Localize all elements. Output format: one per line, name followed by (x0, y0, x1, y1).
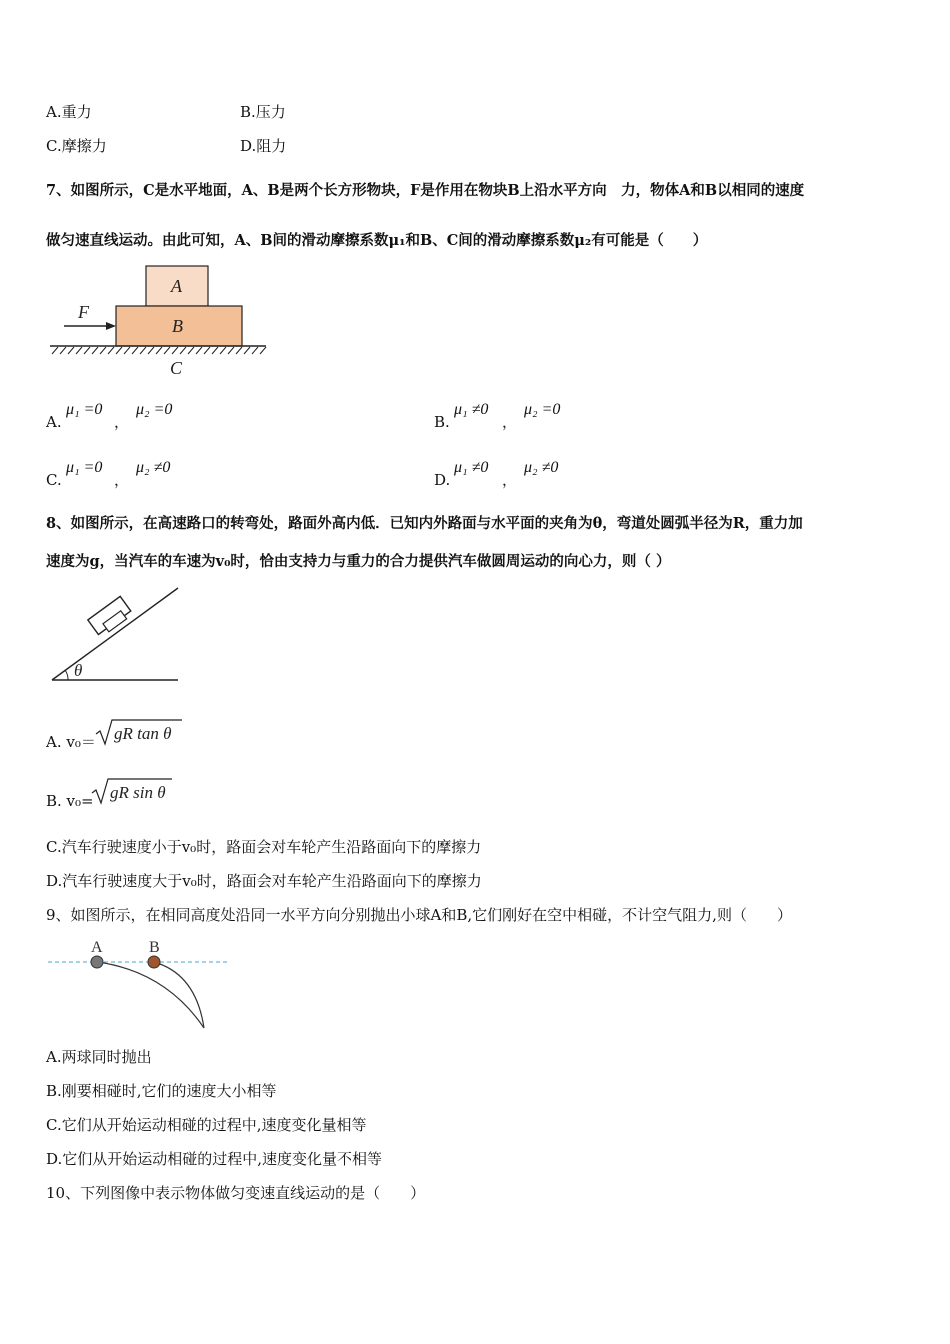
q9-option-c: C.它们从开始运动相碰的过程中,速度变化量相等 (46, 1116, 367, 1134)
q6-option-d: D.阻力 (240, 137, 287, 155)
q8-option-b-sqrt (90, 777, 180, 807)
force-arrowhead (106, 322, 116, 330)
q7-option-d-sep: ， (502, 471, 518, 489)
label-a: A (91, 939, 103, 956)
label-f: F (78, 302, 89, 322)
q9-option-d: D.它们从开始运动相碰的过程中,速度变化量不相等 (46, 1150, 383, 1168)
q8-option-a-prefix: A. v₀＝ (46, 733, 96, 751)
q7-option-d-letter: D. (434, 471, 451, 489)
label-theta: θ (74, 661, 83, 680)
q7-option-a-sep: ， (114, 413, 130, 431)
q6-option-b: B.压力 (240, 103, 286, 121)
q9-stem: 9、如图所示，在相同高度处沿同一水平方向分别抛出小球A和B,它们刚好在空中相碰，不计空气阻力,则（ ） (46, 906, 792, 924)
q9-figure-projectiles (46, 934, 236, 1034)
q8-figure-banked-road (46, 584, 186, 686)
q7-option-b-mu2: μ₂ =0 (524, 401, 561, 418)
q9-option-a: A.两球同时抛出 (46, 1048, 152, 1066)
q7-option-d-mu2: μ₂ ≠0 (524, 459, 559, 476)
q7-option-b-letter: B. (434, 413, 450, 431)
q7-stem-line1: 7、如图所示，C是水平地面，A、B是两个长方形物块，F是作用在物块B上沿水平方向 力，物体A和B以相同的速度 (46, 182, 805, 199)
q7-option-a-mu1: μ₁ =0 (66, 401, 103, 418)
q8-stem-line2: 速度为g，当汽车的车速为v₀时，恰由支持力与重力的合力提供汽车做圆周运动的向心力，则（ ） (46, 553, 671, 570)
q7-option-c-mu1: μ₁ =0 (66, 459, 103, 476)
q10-stem: 10、下列图像中表示物体做匀变速直线运动的是（ ） (46, 1184, 426, 1202)
q8-option-b-expr: gR sin θ (110, 783, 166, 802)
label-b: B (149, 939, 160, 956)
label-a: A (171, 276, 182, 296)
q8-option-a-expr: gR tan θ (114, 724, 172, 743)
label-c: C (170, 358, 183, 378)
q7-option-c-letter: C. (46, 471, 62, 489)
q8-option-c: C.汽车行驶速度小于v₀时，路面会对车轮产生沿路面向下的摩擦力 (46, 838, 482, 856)
angle-arc (65, 670, 68, 680)
q7-option-a-mu2: μ₂ =0 (136, 401, 173, 418)
q7-option-a-letter: A. (46, 413, 62, 431)
q7-option-b-sep: ， (502, 413, 518, 431)
ball-a (91, 956, 103, 968)
q9-option-b: B.刚要相碰时,它们的速度大小相等 (46, 1082, 277, 1100)
q6-option-a: A.重力 (46, 103, 92, 121)
label-b: B (172, 316, 183, 336)
q7-option-c-sep: ， (114, 471, 130, 489)
q7-option-d-mu1: μ₁ ≠0 (454, 459, 489, 476)
q8-option-b-prefix: B. v₀= (46, 792, 94, 810)
trajectory-a (98, 962, 204, 1028)
q7-figure-blocks (46, 262, 270, 380)
q6-option-c: C.摩擦力 (46, 137, 107, 155)
q7-stem-line2: 做匀速直线运动。由此可知，A、B间的滑动摩擦系数μ₁和B、C间的滑动摩擦系数μ₂有可能是（ ） (46, 232, 708, 249)
q8-option-a-sqrt (94, 718, 184, 748)
q8-option-d: D.汽车行驶速度大于v₀时，路面会对车轮产生沿路面向下的摩擦力 (46, 872, 482, 890)
q8-stem-line1: 8、如图所示，在高速路口的转弯处，路面外高内低．已知内外路面与水平面的夹角为θ，弯道处圆弧半径为R，重力加 (46, 515, 803, 532)
ball-b (148, 956, 160, 968)
q7-option-b-mu1: μ₁ ≠0 (454, 401, 489, 418)
q7-option-c-mu2: μ₂ ≠0 (136, 459, 171, 476)
